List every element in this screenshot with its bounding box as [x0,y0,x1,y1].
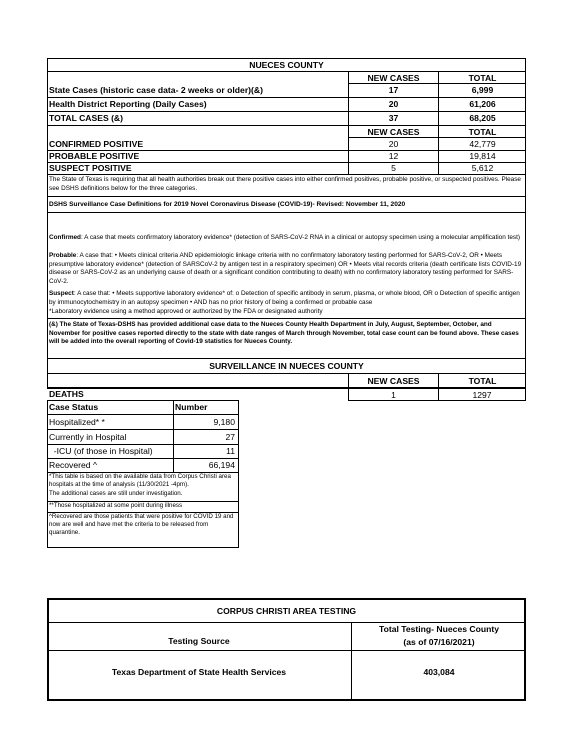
lab-note: *Laboratory evidence using a method approved or authorized by the FDA or designated authority [49,308,323,315]
col-new-cases-2: NEW CASES [348,126,438,138]
status-label: -ICU (of those in Hospital) [49,446,153,456]
suspect-label: Suspect [49,290,74,297]
row-label: State Cases (historic case data- 2 weeks or older)(&) [49,85,263,95]
probable-definition [49,252,524,288]
status-value: 11 [226,446,235,456]
table-row [47,163,526,175]
table-row [47,84,526,98]
investigation-note: The additional cases are still under investigation. [49,490,183,497]
testing-total-value: 403,084 [423,667,455,677]
county-title: NUECES COUNTY [47,58,526,72]
recovered-note: ^Recovered are those patients that were positive for COVID 19 and now are well and have met the criteria to be released from quarantine. [49,513,234,537]
table-row [47,445,239,458]
confirmed-label: Confirmed [49,234,81,241]
probable-text: : A case that: • Meets clinical criteria AND epidemiologic linkage criteria with no confirmatory laboratory testing performed for SARS-CoV-2, OR • Meets presumptive laboratory evidence* (detection of SARSCoV-2 by antigen test in a respiratory specimen) OR • Meets vital records criteria (death certificate lists COVID-19 disease or SARS-CoV-2 as an underlying cause of death or a significant condition contributing to death) with no confirmatory laboratory testing performed for SARS-CoV-2. [49,252,522,285]
row-label: PROBABLE POSITIVE [49,151,140,161]
probable-label: Probable [49,252,77,259]
divider [47,318,526,319]
row-label: SUSPECT POSITIVE [49,163,132,173]
confirmed-definition [49,234,524,252]
nueces-county-table [47,58,526,388]
table-row [47,98,526,112]
divider [47,212,526,213]
row-total: 42,779 [438,138,526,150]
status-value: 27 [225,432,235,442]
surveillance-col-total: TOTAL [438,374,526,388]
confirmed-text: : A case that meets confirmatory laboratory evidence* (detection of SARS-CoV-2 RNA in a clinical or autopsy specimen using a molecular amplification test) [80,234,520,241]
row-new: 20 [348,138,438,150]
deaths-label: DEATHS [49,389,84,399]
hospital-data-note: *This table is based on the available data from Corpus Christi area hospitals at the time of analysis (11/30/2021 -4pm). [49,473,231,489]
testing-table [47,598,526,701]
testing-title: CORPUS CHRISTI AREA TESTING [216,606,357,616]
row-label: TOTAL CASES (&) [49,113,124,123]
dshs-heading: DSHS Surveillance Case Definitions for 2019 Novel Coronavirus Disease (COVID-19)- Revised: November 11, 2020 [49,201,406,208]
status-value: 9,180 [213,417,235,427]
row-new: 17 [348,84,438,97]
case-status-table [47,400,239,548]
col-new-cases: NEW CASES [348,72,438,84]
testing-source-name: Texas Department of State Health Services [111,667,287,677]
surveillance-title: SURVEILLANCE IN NUECES COUNTY [209,361,364,371]
table-row [47,138,526,151]
row-total: 19,814 [438,151,526,162]
row-new: 5 [348,163,438,174]
hospitalized-note: **Those hospitalized at some point during illness [49,502,183,509]
table-row [47,112,526,126]
col-number: Number [175,402,208,412]
additional-data-note: (&) The State of Texas-DSHS has provided additional case data to the Nueces County Health Department in July, August, September, October, and November for positive cases reported directly to the state with date ranges of March through November, total case count can be found above. These cases will be added into the overall reporting of Covid-19 statistics for Nueces County. [49,321,519,346]
deaths-new: 1 [348,388,439,401]
row-new: 37 [348,112,438,125]
row-total: 5,612 [438,163,526,174]
row-total: 68,205 [438,112,526,125]
state-note: The State of Texas is requiring that all health authorities break out there positive cases into either confirmed positives, probable positive, or suspected positives. Please see DSHS definitions below for the three categories. [49,176,521,192]
col-total-testing-date: (as of 07/16/2021) [403,637,475,647]
deaths-total: 1297 [438,388,526,401]
col-total-2: TOTAL [438,126,526,138]
col-total: TOTAL [438,72,526,84]
row-new: 20 [348,98,438,111]
table-row [47,430,239,444]
row-label: CONFIRMED POSITIVE [49,139,144,149]
surveillance-col-new: NEW CASES [348,374,438,388]
status-label: Recovered ^ [49,460,97,470]
col-total-testing: Total Testing- Nueces County [378,624,499,634]
table-row [47,459,239,472]
row-label: Health District Reporting (Daily Cases) [49,99,207,109]
table-row [47,151,526,163]
table-row [47,415,239,429]
row-new: 12 [348,151,438,162]
divider [47,196,526,197]
row-total: 6,999 [438,84,526,97]
suspect-definition [49,290,524,308]
col-testing-source: Testing Source [168,636,230,646]
status-value: 66,194 [208,460,235,470]
status-label: Currently in Hospital [49,432,127,442]
row-total: 61,206 [438,98,526,111]
suspect-text: : A case that: • Meets supportive laboratory evidence* of: o Detection of specific antibody in serum, plasma, or whole blood, OR o Detection of specific antigen by immunocytochemistry in an autopsy specimen • AND has no prior history of being a confirmed or probable case [49,290,520,306]
col-case-status: Case Status [49,402,99,412]
status-label: Hospitalized* * [49,417,105,427]
